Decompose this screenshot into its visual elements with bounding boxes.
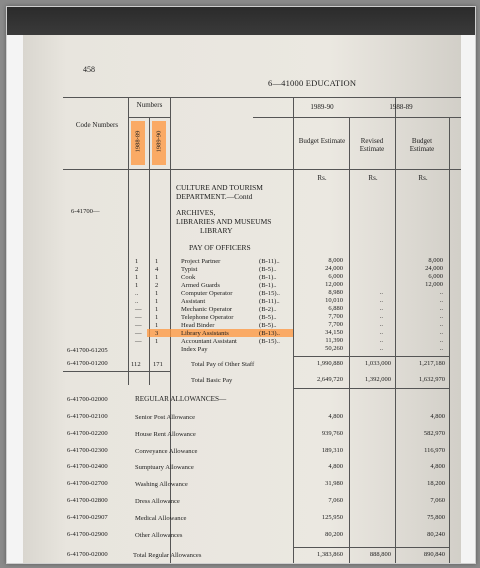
allowance-budget: 31,980: [325, 480, 343, 488]
running-header: 6—41000 EDUCATION: [268, 78, 357, 88]
officer-revised: ..: [379, 337, 383, 344]
section-title-2: LIBRARIES AND MUSEUMS: [176, 217, 272, 226]
officer-budget-prev: ..: [439, 329, 443, 336]
allowance-code: 6-41700-02907: [67, 513, 108, 521]
table-top-rule: [63, 97, 461, 98]
department-title: CULTURE AND TOURISM DEPARTMENT.—Contd: [176, 183, 263, 201]
allowance-code: 6-41700-02100: [67, 413, 108, 420]
officer-scale: (B-5)..: [259, 322, 277, 329]
numbers-bottom-rule: [63, 371, 170, 372]
code-numbers-header: Code Numbers: [75, 121, 119, 129]
officer-scale: (B-11)..: [259, 258, 280, 265]
section-title-3: LIBRARY: [200, 226, 233, 235]
officer-budget-prev: 12,000: [425, 281, 443, 288]
numbers-header: Numbers: [136, 101, 163, 109]
officer-n2: 4: [155, 266, 159, 273]
officer-n2: 3: [155, 330, 159, 337]
regular-heading-code: 6-41700-02000: [67, 396, 108, 403]
top-bar: [7, 7, 475, 35]
officer-scale: (B-15)..: [259, 338, 280, 345]
officer-n1: 1: [135, 282, 139, 289]
allowance-budget: 125,950: [321, 513, 343, 521]
officer-budget: 50,260: [325, 345, 343, 352]
allowance-budget-prev: 75,800: [427, 513, 445, 521]
total-basic-revised: 1,392,000: [365, 376, 391, 383]
officer-budget-prev: 8,000: [428, 257, 443, 264]
officer-revised: ..: [379, 297, 383, 304]
photo-frame: [6, 6, 476, 564]
officer-revised: ..: [379, 289, 383, 296]
officer-scale: (B-13)..: [259, 330, 280, 337]
year-2-header: 1989-90: [155, 130, 163, 153]
officer-budget-prev: ..: [439, 337, 443, 344]
allowance-label: Senior Post Allowance: [135, 414, 196, 421]
allowance-budget: 4,800: [328, 413, 343, 420]
officer-name: Cook: [181, 274, 196, 281]
col-budgetprev-left-rule: [395, 97, 396, 563]
section-title-1: ARCHIVES,: [176, 208, 216, 217]
allowance-code: 6-41700-02300: [67, 446, 108, 454]
officer-revised: ..: [379, 345, 383, 352]
officer-revised: ..: [379, 305, 383, 312]
officer-budget: 10,010: [325, 297, 343, 304]
currency-3: Rs.: [418, 174, 428, 182]
allowance-budget-prev: 4,800: [430, 413, 445, 420]
total-regular-budget: 1,383,860: [317, 551, 343, 558]
officer-name: Accountant Assistant: [181, 338, 237, 345]
allowance-code: 6-41700-02800: [67, 497, 108, 504]
officer-name: Library Assistants: [181, 330, 229, 337]
officer-scale: (B-1)..: [259, 282, 277, 289]
officer-budget-prev: ..: [439, 297, 443, 304]
header-bottom-rule: [63, 169, 461, 170]
officer-budget: 12,000: [325, 281, 343, 288]
other-staff-label: Total Pay of Other Staff: [191, 361, 255, 368]
officer-n2: 2: [155, 282, 159, 289]
allowance-label: Medical Allowance: [135, 514, 187, 522]
officer-budget: 8,000: [328, 257, 343, 264]
numbers-mid-rule: [149, 117, 150, 385]
officer-scale: (B-5)..: [259, 314, 277, 321]
allowance-budget-prev: 7,060: [430, 497, 445, 504]
officer-budget-prev: 6,000: [428, 273, 443, 280]
other-staff-code: 6-41700-01200: [67, 360, 108, 367]
allowance-budget-prev: 18,200: [427, 480, 445, 488]
period-b-header: 1988-89: [389, 103, 413, 111]
officer-n2: 1: [155, 290, 159, 297]
officer-budget: 11,390: [325, 337, 343, 344]
officer-budget-prev: ..: [439, 289, 443, 296]
allowance-label: Conveyance Allowance: [135, 447, 198, 455]
total-basic-budget: 2,649,720: [317, 376, 343, 383]
col-budget-left-rule: [293, 97, 294, 563]
allowance-budget: 7,060: [328, 497, 343, 504]
allowance-budget: 4,800: [328, 463, 343, 471]
other-staff-revised: 1,033,000: [365, 360, 391, 367]
allowance-budget-prev: 80,240: [427, 530, 445, 538]
total-regular-top-rule: [293, 547, 449, 548]
period-rule: [253, 117, 461, 118]
officer-n1: 1: [135, 258, 139, 265]
total-regular-budget-prev: 890,840: [423, 551, 445, 558]
allowance-label: Sumptuary Allowance: [135, 464, 194, 472]
total-regular-revised: 888,800: [369, 551, 391, 558]
officer-n1: —: [135, 306, 142, 313]
officer-name: Armed Guards: [181, 282, 221, 289]
document-page: [23, 35, 461, 563]
regular-heading-label: REGULAR ALLOWANCES—: [135, 395, 227, 403]
allowance-label: Washing Allowance: [135, 481, 188, 489]
total-basic-rule: [293, 388, 449, 389]
other-staff-budget-prev: 1,217,180: [419, 360, 445, 367]
officer-budget: 24,000: [325, 265, 343, 272]
other-staff-budget: 1,990,880: [317, 360, 343, 367]
officer-n1: 2: [135, 266, 139, 273]
officer-budget: 7,700: [328, 321, 343, 328]
officer-name: Assistant: [181, 298, 206, 305]
officer-budget: 7,700: [328, 313, 343, 320]
col-right-rule: [449, 117, 450, 563]
officer-budget: 8,980: [328, 289, 343, 296]
officer-n1: —: [135, 314, 142, 321]
revised-estimate-header: Revised Estimate: [359, 137, 385, 153]
officer-scale: (B-2)..: [259, 306, 277, 313]
allowance-label: House Rent Allowance: [135, 430, 196, 438]
officer-n2: 1: [155, 322, 159, 329]
officer-n1: ..: [135, 290, 139, 297]
allowance-code: 6-41700-02700: [67, 480, 108, 488]
index-pay-code: 6-41700-61205: [67, 347, 108, 354]
total-basic-budget-prev: 1,632,970: [419, 376, 445, 383]
numbers-left-rule: [128, 97, 129, 385]
allowance-budget-prev: 116,970: [424, 446, 445, 454]
allowance-code: 6-41700-02900: [67, 530, 108, 538]
officer-budget: 6,000: [328, 273, 343, 280]
officer-budget-prev: ..: [439, 305, 443, 312]
other-staff-n2: 171: [153, 361, 163, 368]
allowance-budget: 80,200: [325, 530, 343, 538]
period-a-header: 1989-90: [310, 103, 334, 111]
subtotal-rule: [293, 356, 449, 357]
officer-scale: (B-15)..: [259, 290, 280, 297]
officer-name: Typist: [181, 266, 198, 273]
officer-revised: ..: [379, 321, 383, 328]
pay-heading: PAY OF OFFICERS: [189, 243, 251, 252]
officer-n2: 1: [155, 274, 159, 281]
allowance-code: 6-41700-02200: [67, 429, 108, 437]
officer-budget: 34,150: [325, 329, 343, 336]
col-revised-left-rule: [349, 117, 350, 563]
officer-revised: ..: [379, 313, 383, 320]
officer-name: Index Pay: [181, 346, 208, 353]
allowance-budget-prev: 4,800: [430, 463, 445, 471]
allowance-budget-prev: 582,970: [423, 429, 445, 437]
officer-name: Head Binder: [181, 322, 215, 329]
officer-n1: —: [135, 338, 142, 345]
officer-budget: 6,880: [328, 305, 343, 312]
allowance-label: Other Allowances: [135, 531, 183, 539]
officer-n1: 1: [135, 274, 139, 281]
allowance-budget: 189,310: [321, 446, 343, 454]
total-basic-label: Total Basic Pay: [191, 377, 233, 384]
budget-estimate-header: Budget Estimate: [298, 137, 346, 145]
budget-estimate-2-header: Budget Estimate: [409, 137, 435, 153]
total-regular-label: Total Regular Allowances: [133, 552, 202, 559]
officer-budget-prev: ..: [439, 313, 443, 320]
year-1-header: 1988-89: [134, 130, 142, 153]
allowance-code: 6-41700-02400: [67, 463, 108, 471]
officer-n2: 1: [155, 338, 159, 345]
officer-n1: ..: [135, 298, 139, 305]
officer-scale: (B-5)..: [259, 266, 277, 273]
officer-name: Computer Operator: [181, 290, 233, 297]
officer-budget-prev: ..: [439, 345, 443, 352]
officer-n1: —: [135, 322, 142, 329]
allowance-label: Dress Allowance: [135, 498, 180, 505]
officer-n2: 1: [155, 306, 159, 313]
other-staff-n1: 112: [131, 361, 141, 368]
officer-name: Project Partner: [181, 258, 221, 265]
page-number: 458: [83, 65, 95, 74]
officer-budget-prev: 24,000: [425, 265, 443, 272]
officer-name: Mechanic Operator: [181, 306, 233, 313]
section-code: 6-41700—: [71, 208, 100, 215]
officer-name: Telephone Operator: [181, 314, 234, 321]
total-regular-code: 6-41700-02000: [67, 551, 108, 558]
officer-n1: —: [135, 330, 142, 337]
officer-n2: 1: [155, 314, 159, 321]
officer-budget-prev: ..: [439, 321, 443, 328]
officer-n2: 1: [155, 298, 159, 305]
currency-1: Rs.: [317, 174, 327, 182]
officer-scale: (B-1)..: [259, 274, 277, 281]
currency-2: Rs.: [368, 174, 378, 182]
officer-n2: 1: [155, 258, 159, 265]
officer-revised: ..: [379, 329, 383, 336]
officer-scale: (B-11)..: [259, 298, 280, 305]
allowance-budget: 939,760: [321, 429, 343, 437]
